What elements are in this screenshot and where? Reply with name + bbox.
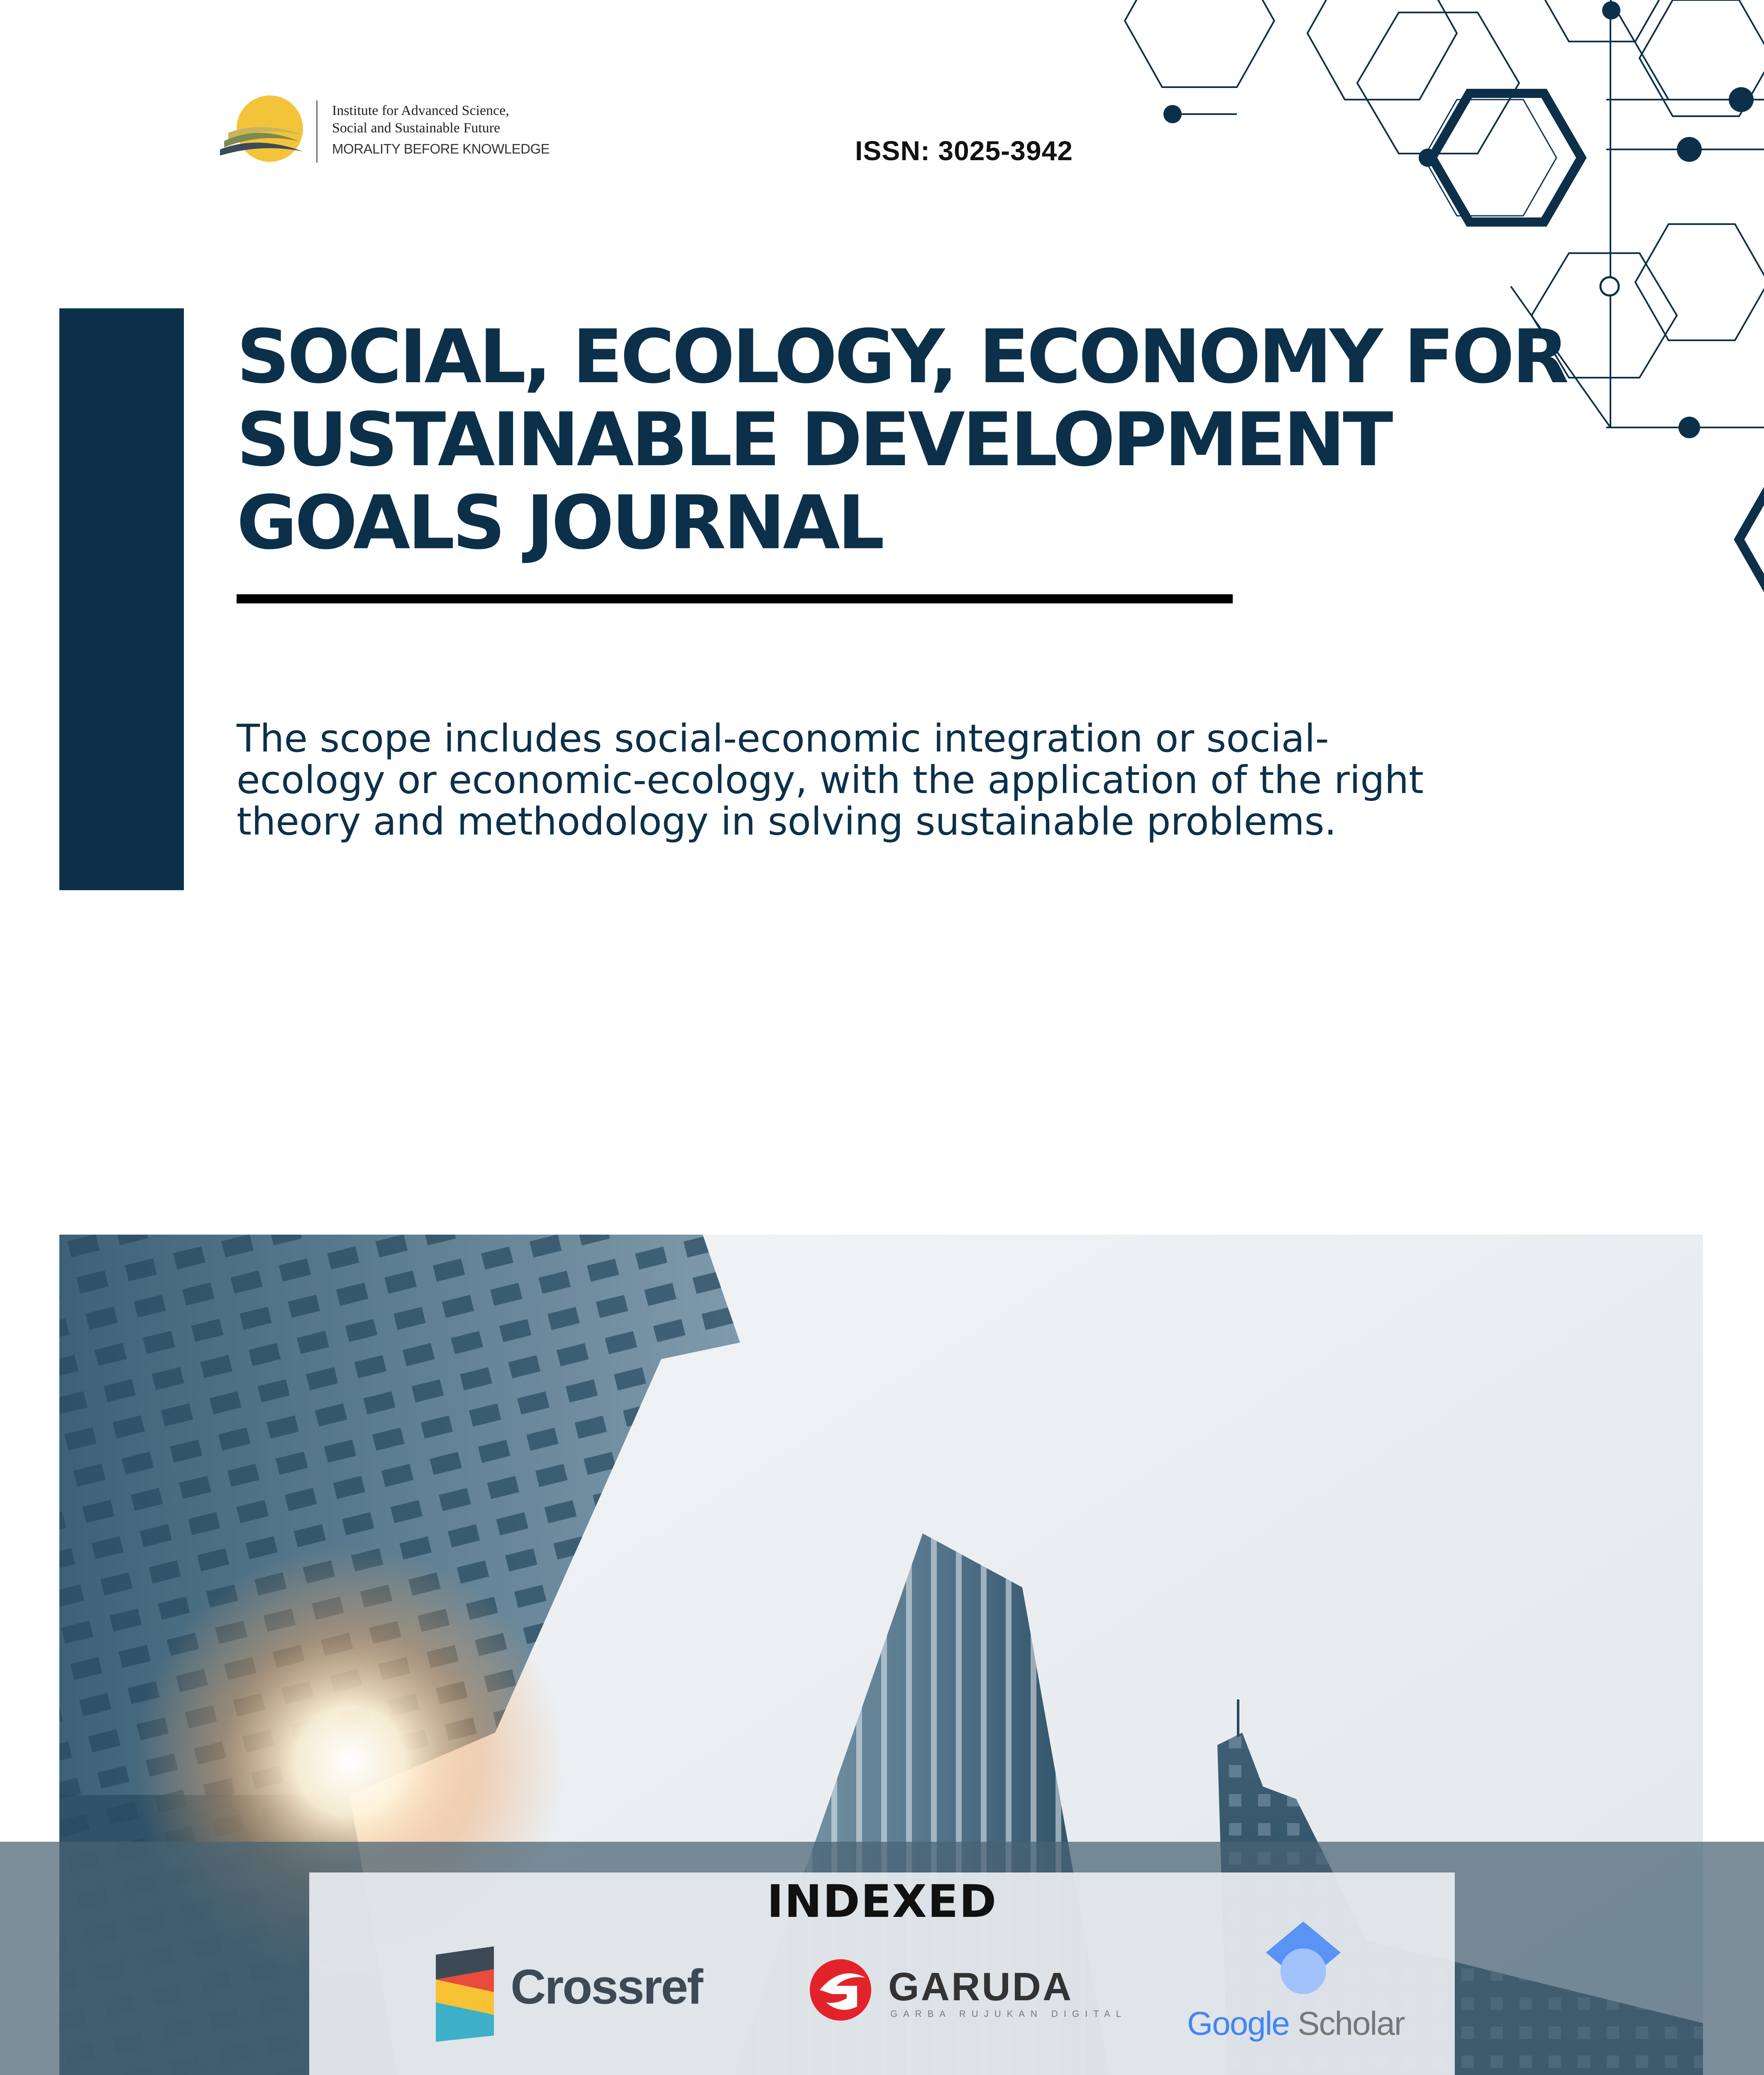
google-scholar-logo[interactable] (1187, 1917, 1420, 2050)
google-scholar-cap-icon (1262, 1917, 1345, 2000)
journal-title-line1: SOCIAL, ECOLOGY, ECONOMY FOR (237, 314, 1567, 400)
issn-label: ISSN: 3025-3942 (855, 135, 1073, 166)
title-underline (237, 594, 1233, 603)
indexed-heading: INDEXED (767, 1876, 997, 1928)
garuda-wordmark: GARUDA (888, 1965, 1073, 2009)
garuda-logo-icon (807, 1957, 878, 2023)
institute-logo-icon (220, 95, 307, 166)
garuda-subtitle: GARBA RUJUKAN DIGITAL (890, 2009, 1127, 2019)
institute-name-line1: Institute for Advanced Science, (332, 103, 509, 118)
institute-motto: MORALITY BEFORE KNOWLEDGE (332, 141, 550, 156)
logo-divider (316, 100, 318, 163)
crossref-logo[interactable] (436, 1946, 718, 2042)
side-accent-bar (59, 308, 184, 890)
crossref-logo-icon (436, 1946, 502, 2042)
scope-description: The scope includes social-economic integration or social-ecology or economic-ecology, with the application of the right theory and methodology in solving sustainable problems. (237, 716, 1424, 844)
journal-title (237, 315, 1606, 564)
journal-title-line3: GOALS JOURNAL (237, 480, 882, 566)
google-text: Google (1187, 2005, 1289, 2042)
scholar-text: Scholar (1297, 2005, 1405, 2042)
garuda-logo[interactable] (807, 1957, 1127, 2027)
institute-name-line2: Social and Sustainable Future (332, 120, 501, 136)
google-scholar-wordmark (1187, 2004, 1404, 2043)
institute-logo (220, 95, 548, 170)
crossref-wordmark: Crossref (511, 1960, 702, 2014)
journal-title-line2: SUSTAINABLE DEVELOPMENT (237, 397, 1391, 483)
